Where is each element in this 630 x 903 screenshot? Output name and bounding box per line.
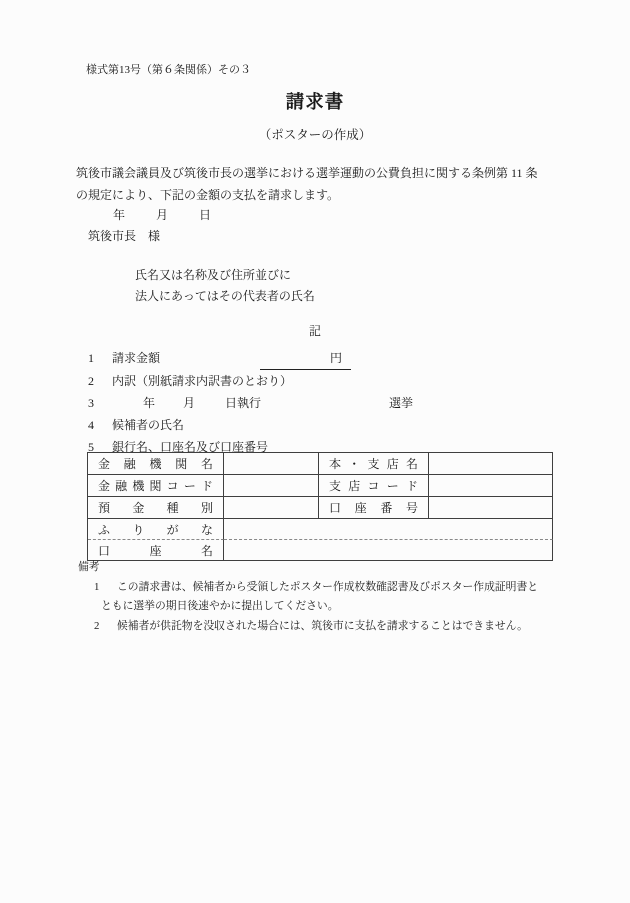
branch-code-label: 支店コード (319, 475, 429, 497)
bank-name-value (224, 453, 319, 475)
table-row (88, 497, 553, 519)
bank-name-label: 金融機関名 (88, 453, 224, 475)
branch-name-label: 本・支店名 (319, 453, 429, 475)
applicant-name-note (135, 265, 315, 307)
furigana-label: ふりがな (88, 519, 224, 540)
claim-item-2 (88, 370, 413, 392)
furigana-value (224, 519, 553, 540)
item-number: 2 (88, 374, 94, 388)
exec-year-label: 年 (143, 396, 156, 410)
election-label: 選挙 (389, 396, 414, 410)
addressee: 筑後市長 様 (88, 229, 161, 243)
item-label: 銀行名、口座名及び口座番号 (112, 440, 269, 454)
table-row (88, 519, 553, 540)
intro-line-2: の規定により、下記の金額の支払を請求します。 (76, 188, 340, 202)
branch-name-value (429, 453, 553, 475)
remark-number: 1 (94, 580, 100, 593)
account-name-label: 口座名 (88, 540, 224, 561)
bank-account-table (87, 452, 553, 561)
day-label: 日 (199, 208, 212, 222)
exec-day-label: 日執行 (225, 396, 262, 410)
item-label: 候補者の氏名 (112, 418, 185, 432)
item-number: 4 (88, 418, 94, 432)
item-label: 内訳（別紙請求内訳書のとおり） (112, 374, 293, 388)
branch-code-value (429, 475, 553, 497)
deposit-type-label: 預金種別 (88, 497, 224, 519)
document-subtitle: （ポスターの作成） (258, 128, 372, 142)
item-number: 1 (88, 351, 94, 365)
remark-1 (94, 578, 538, 598)
item-number: 3 (88, 396, 94, 410)
account-number-label: 口座番号 (319, 497, 429, 519)
claim-items (88, 347, 413, 458)
remark-text: この請求書は、候補者から受領したポスター作成枚数確認書及びポスター作成証明書と (117, 580, 539, 593)
remark-2 (94, 617, 538, 637)
year-label: 年 (113, 208, 126, 222)
deposit-type-value (224, 497, 319, 519)
remark-text: 候補者が供託物を没収された場合には、筑後市に支払を請求することはできません。 (117, 620, 528, 633)
claim-item-1 (88, 347, 413, 370)
bank-code-label: 金融機関コード (88, 475, 224, 497)
remarks-section (78, 558, 538, 637)
item-number: 5 (88, 440, 94, 454)
item-label: 請求金額 (112, 351, 161, 365)
section-marker-ki: 記 (308, 324, 321, 338)
remark-number: 2 (94, 620, 100, 633)
claim-item-3 (88, 392, 413, 414)
form-number: 様式第13号（第６条関係）その３ (86, 64, 251, 76)
amount-unit: 円 (330, 351, 343, 365)
applicant-note-line-2: 法人にあってはその代表者の氏名 (135, 289, 315, 303)
bank-code-value (224, 475, 319, 497)
date-line (113, 206, 211, 223)
table-row (88, 453, 553, 475)
claim-item-4 (88, 414, 413, 436)
intro-line-1: 筑後市議会議員及び筑後市長の選挙における選挙運動の公費負担に関する条例第 11 条 (64, 166, 538, 180)
amount-field (260, 347, 351, 370)
exec-month-label: 月 (183, 396, 196, 410)
account-number-value (429, 497, 553, 519)
month-label: 月 (156, 208, 169, 222)
applicant-note-line-1: 氏名又は名称及び住所並びに (135, 268, 292, 282)
table-row (88, 475, 553, 497)
remark-1-continuation: ともに選挙の期日後速やかに提出してください。 (101, 600, 339, 613)
document-title: 請求書 (285, 93, 345, 113)
intro-paragraph (64, 162, 538, 206)
remarks-heading: 備考 (78, 561, 100, 573)
